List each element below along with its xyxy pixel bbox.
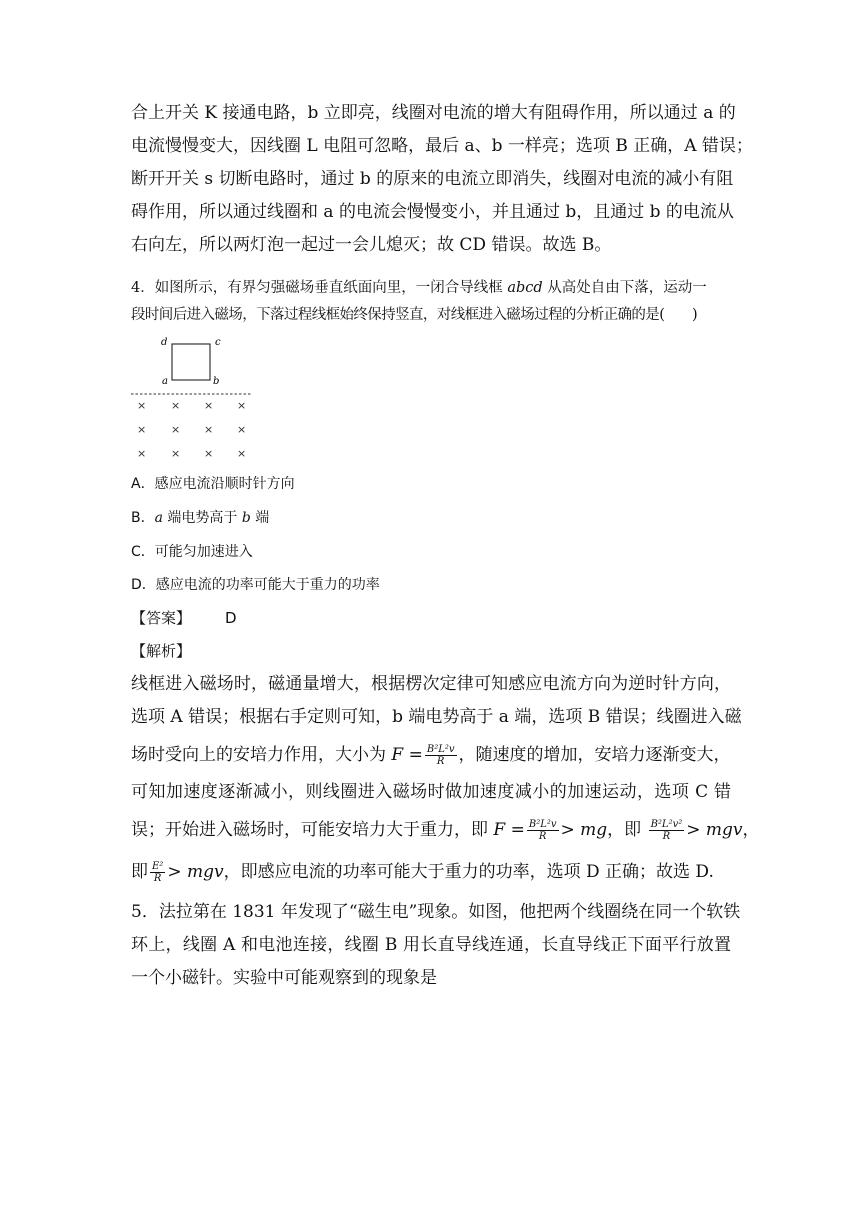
text-segment: 误；开始进入磁场时，可能安培力大于重力，即 [131, 820, 494, 840]
field-cross: × [171, 423, 181, 436]
question-text: 从高处自由下落，运动一 [542, 280, 707, 296]
option-b-var: a [154, 510, 163, 526]
fraction [649, 819, 685, 842]
formula-force [391, 745, 458, 765]
field-cross: × [237, 447, 247, 460]
formula-power [148, 862, 224, 882]
option-b [131, 507, 269, 527]
fraction-numerator: E² [152, 861, 164, 872]
field-cross: × [204, 423, 214, 436]
formula-rhs: > mg [560, 820, 608, 840]
field-cross: × [137, 423, 147, 436]
field-crosses [137, 399, 246, 460]
prev-analysis-paragraph [131, 97, 753, 262]
answer-row [131, 607, 237, 628]
text-segment: ，即感应电流的功率可能大于重力的功率，选项 D 正确；故选 D. [223, 862, 714, 882]
fraction-numerator: B²L²v [426, 744, 455, 755]
field-cross: × [204, 399, 214, 412]
option-a: A．感应电流沿顺时针方向 [131, 476, 295, 492]
option-b-var: b [241, 510, 251, 526]
fraction-numerator: B²L²v² [650, 819, 683, 830]
text-segment: ， [742, 820, 760, 840]
formula-compare-2 [647, 820, 743, 840]
fraction [150, 861, 165, 884]
analysis-label: 【解析】 [131, 642, 192, 660]
label-d: d [161, 337, 168, 348]
text-segment: ，随速度的增加，安培力逐渐变大， [458, 745, 731, 765]
label-a: a [162, 376, 168, 387]
formula-rhs: > mgv [686, 820, 743, 840]
text-line: 5．法拉第在 1831 年发现了“磁生电”现象。如图，他把两个线圈绕在同一个软铁 [131, 902, 741, 922]
fraction-denominator: R [153, 873, 162, 884]
text-segment: ，即 [607, 820, 647, 840]
field-cross: × [171, 399, 181, 412]
field-cross: × [171, 447, 181, 460]
option-b-text: 端电势高于 [162, 510, 242, 526]
question-4-stem [131, 275, 733, 329]
question-line [131, 275, 733, 302]
text-line: 线框进入磁场时，磁通量增大，根据楞次定律可知感应电流方向为逆时针方向， [131, 674, 731, 694]
fraction-numerator: B²L²v [528, 819, 557, 830]
question-text-italic: abcd [507, 280, 543, 296]
answer-label: 【答案】 [131, 609, 192, 627]
answer-value: D [225, 609, 237, 627]
field-cross: × [237, 399, 247, 412]
field-cross: × [137, 447, 147, 460]
formula-rhs: > mgv [167, 862, 224, 882]
field-cross: × [237, 423, 247, 436]
text-line: 电流慢慢变大，因线圈 L 电阻可忽略，最后 a、b 一样亮；选项 B 正确，A 错误； [131, 136, 753, 156]
text-line: 环上，线圈 A 和电池连接，线圈 B 用长直导线连通，长直导线正下面平行放置 [131, 935, 731, 955]
field-cross: × [137, 399, 147, 412]
text-line [131, 809, 760, 851]
option-b-prefix: B． [131, 510, 155, 526]
formula-lhs: F = [391, 745, 423, 765]
text-line: 选项 A 错误；根据右手定则可知，b 端电势高于 a 端，选项 B 错误；线圈进入磁 [131, 707, 742, 727]
text-line: 断开开关 s 切断电路时，通过 b 的原来的电流立即消失，线圈对电流的减小有阻 [131, 169, 734, 189]
analysis-paragraph [131, 668, 760, 893]
label-b: b [213, 376, 220, 387]
text-line: 一个小磁针。实验中可能观察到的现象是 [131, 968, 437, 988]
label-c: c [215, 337, 221, 348]
option-b-text: 端 [250, 510, 270, 526]
fraction [527, 819, 559, 842]
text-line: 右向左，所以两灯泡一起过一会儿熄灭；故 CD 错误。故选 B。 [131, 235, 612, 255]
fraction-denominator: R [436, 756, 445, 767]
text-line [131, 734, 731, 776]
question-line: 段时间后进入磁场，下落过程线框始终保持竖直，对线框进入磁场过程的分析正确的是( ) [131, 307, 698, 323]
text-segment: 场时受向上的安培力作用，大小为 [131, 745, 392, 765]
fraction-denominator: R [662, 831, 671, 842]
text-line: 合上开关 K 接通电路，b 立即亮，线圈对电流的增大有阻碍作用，所以通过 a 的 [131, 103, 736, 123]
text-line: 可知加速度逐渐减小，则线圈进入磁场时做加速度减小的加速运动，选项 C 错 [131, 782, 731, 802]
question-text: 4．如图所示，有界匀强磁场垂直纸面向里，一闭合导线框 [131, 280, 508, 296]
formula-lhs: F = [493, 820, 525, 840]
magnetic-field-figure [131, 336, 256, 461]
text-line: 碍作用，所以通过线圈和 a 的电流会慢慢变小，并且通过 b，且通过 b 的电流从 [131, 202, 734, 222]
wire-frame [172, 344, 210, 380]
field-cross: × [204, 447, 214, 460]
fraction-denominator: R [538, 831, 547, 842]
formula-compare-1 [493, 820, 607, 840]
text-segment: 即 [131, 862, 148, 882]
question-5-stem [131, 896, 741, 995]
option-c: C．可能匀加速进入 [131, 544, 253, 560]
text-line [131, 851, 731, 893]
option-d: D．感应电流的功率可能大于重力的功率 [131, 577, 380, 593]
fraction [425, 744, 457, 767]
